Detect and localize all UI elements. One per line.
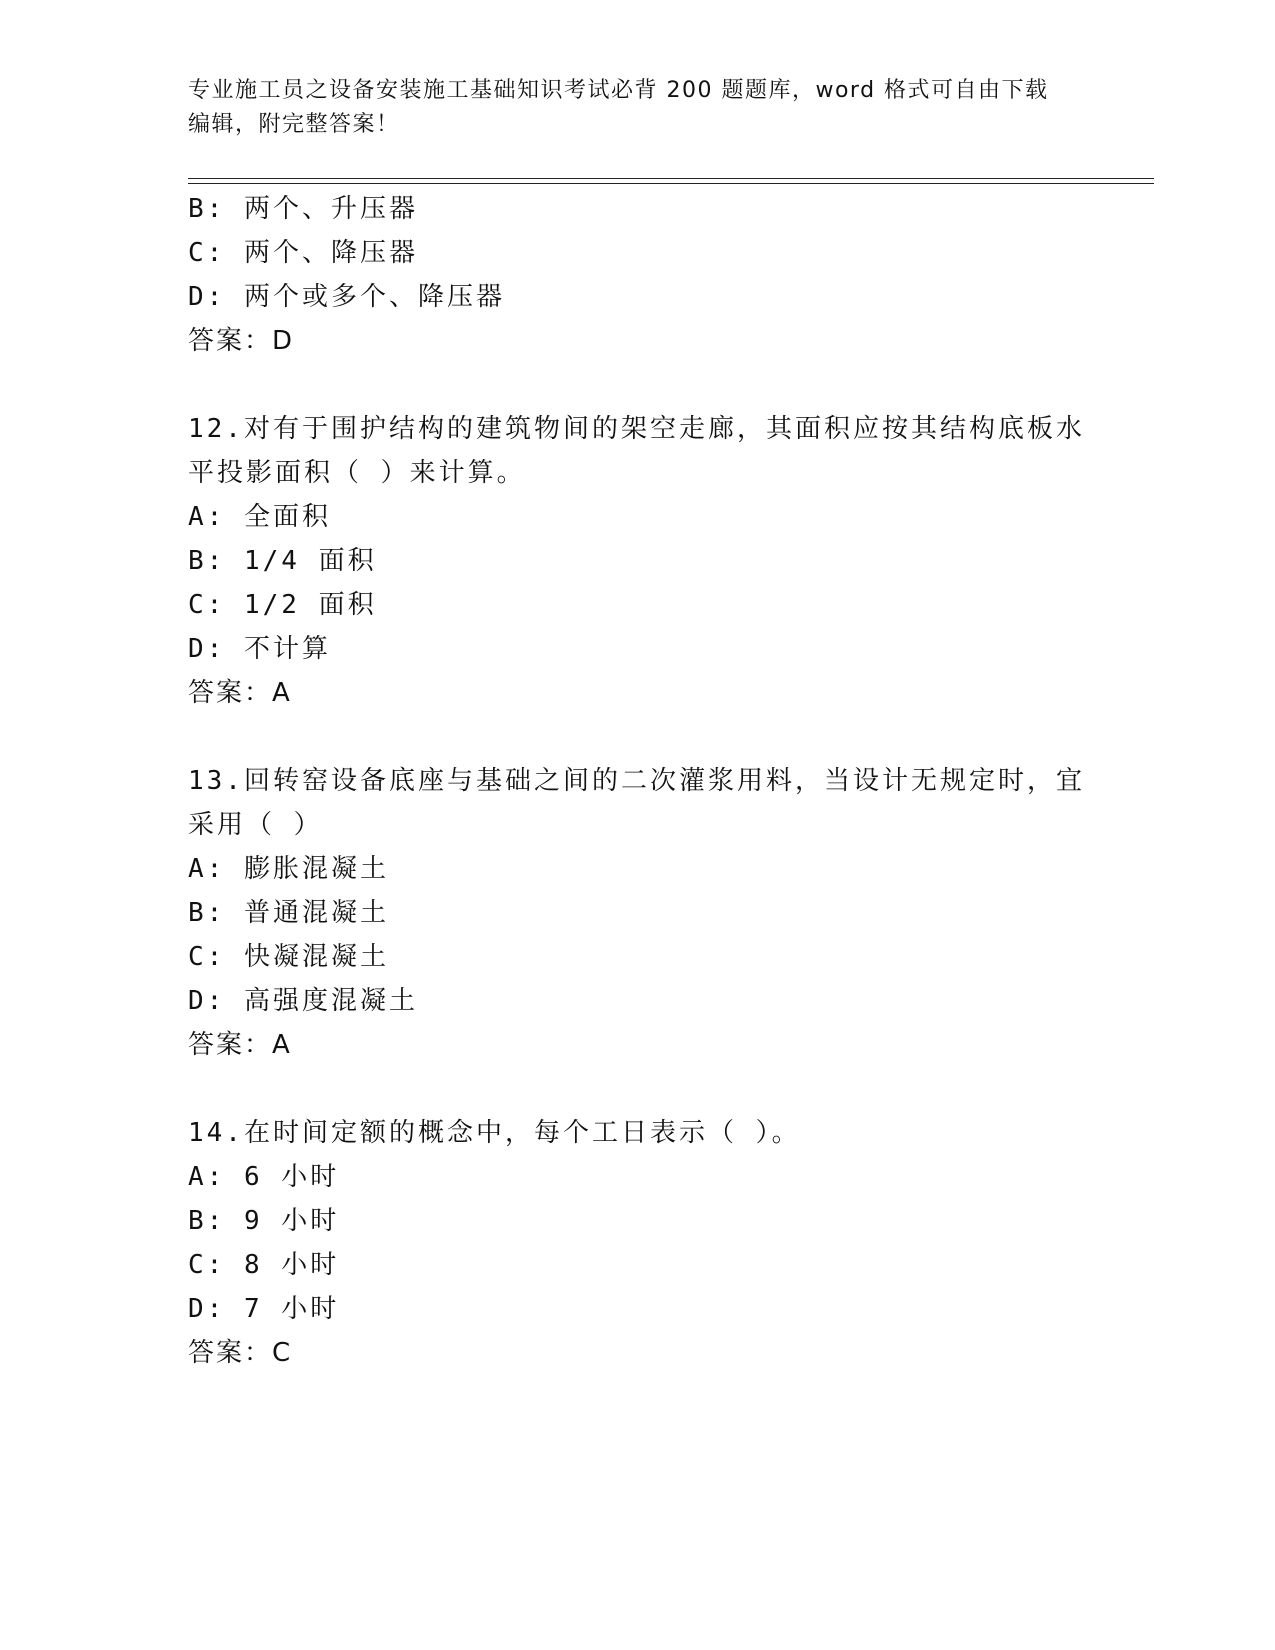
answer: 答案：A: [188, 1030, 292, 1060]
option-c: C: 1/2 面积: [188, 590, 377, 620]
option-d: D: 高强度混凝土: [188, 986, 418, 1016]
answer: 答案：A: [188, 678, 292, 708]
question-stem: 14.在时间定额的概念中，每个工日表示（ ）。: [188, 1118, 801, 1148]
option-a: A: 6 小时: [188, 1162, 340, 1192]
option-d: D: 7 小时: [188, 1294, 340, 1324]
question-stem: 13.回转窑设备底座与基础之间的二次灌浆用料，当设计无规定时，宜: [188, 766, 1085, 796]
question-stem: 平投影面积（ ）来计算。: [188, 458, 526, 488]
option-c: C: 8 小时: [188, 1250, 340, 1280]
option-c: C: 两个、降压器: [188, 238, 418, 268]
option-d: D: 两个或多个、降压器: [188, 282, 505, 312]
question-stem: 采用（ ）: [188, 810, 323, 840]
option-a: A: 膨胀混凝土: [188, 854, 389, 884]
option-c: C: 快凝混凝土: [188, 942, 389, 972]
option-b: B: 两个、升压器: [188, 194, 418, 224]
option-a: A: 全面积: [188, 502, 331, 532]
header-rule-bottom: [188, 183, 1154, 184]
option-b: B: 9 小时: [188, 1206, 340, 1236]
option-b: B: 普通混凝土: [188, 898, 389, 928]
header-rule-top: [188, 178, 1154, 179]
question-stem: 12.对有于围护结构的建筑物间的架空走廊，其面积应按其结构底板水: [188, 414, 1085, 444]
answer: 答案：D: [188, 326, 295, 356]
answer: 答案：C: [188, 1338, 293, 1368]
option-b: B: 1/4 面积: [188, 546, 377, 576]
option-d: D: 不计算: [188, 634, 331, 664]
document-header: 专业施工员之设备安装施工基础知识考试必背 200 题题库，word 格式可自由下载编辑，附完整答案！: [188, 78, 1049, 137]
